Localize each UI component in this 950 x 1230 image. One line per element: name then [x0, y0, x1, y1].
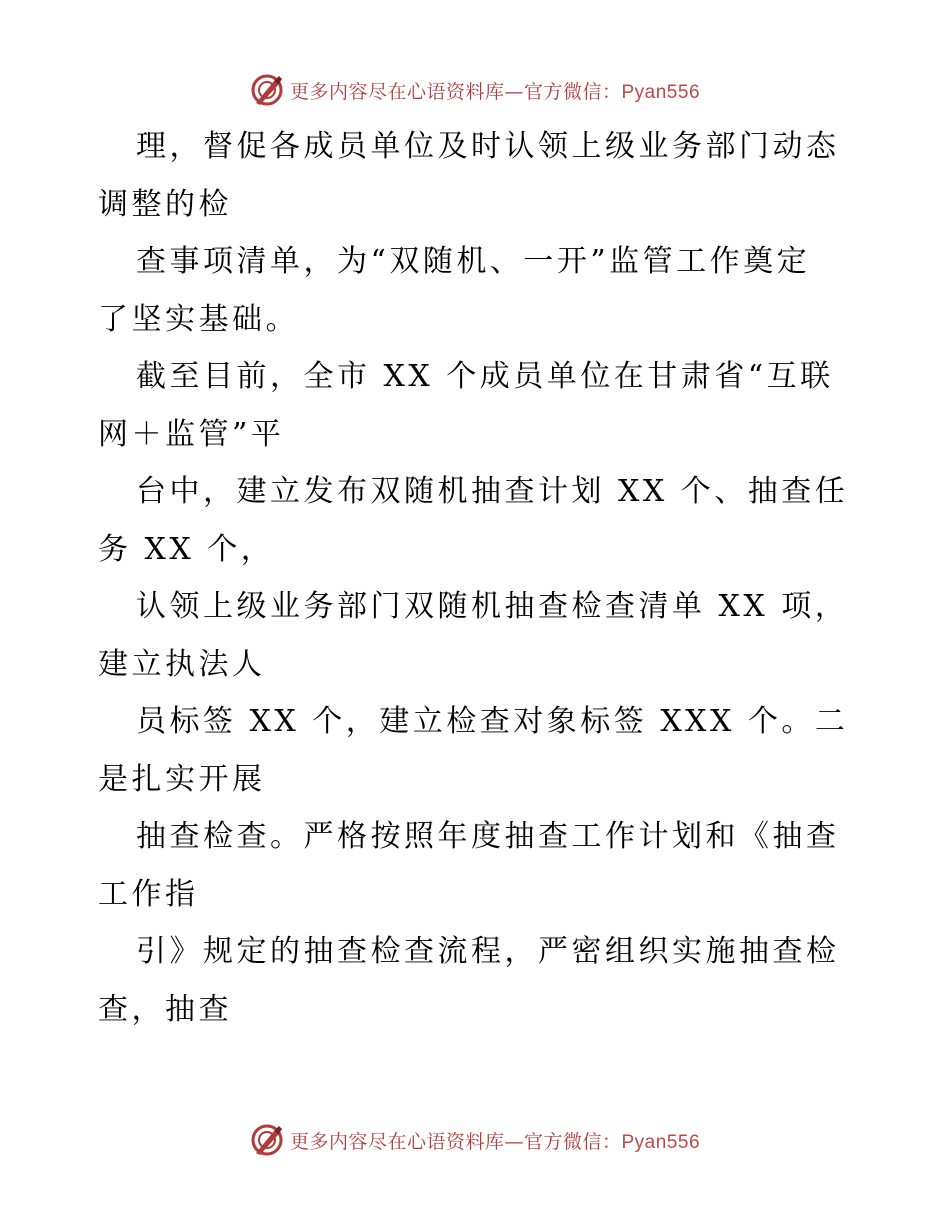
text-line: 查事项清单，为“双随机、一开”监管工作奠定 [136, 244, 811, 279]
text-line: 是扎实开展 [98, 761, 266, 797]
pen-logo-icon [250, 73, 284, 107]
watermark-cn: 更多内容尽在心语资料库 [289, 1130, 505, 1153]
text-line: 引》规定的抽查检查流程，严密组织实施抽查检 [136, 934, 840, 969]
text-line: 工作指 [98, 876, 199, 912]
watermark-label: 官方微信： [523, 80, 622, 103]
text-line: 理，督促各成员单位及时认领上级业务部门动态 [136, 129, 840, 164]
header-watermark [0, 70, 950, 110]
text-line: 建立执法人 [98, 646, 266, 682]
watermark-cn: 更多内容尽在心语资料库 [289, 80, 505, 103]
watermark-id: Pyan556 [621, 81, 701, 103]
watermark-text [290, 77, 700, 104]
text-line: 了坚实基础。 [98, 301, 299, 337]
text-line: 调整的检 [98, 186, 232, 222]
text-line: 抽查检查。严格按照年度抽查工作计划和《抽查 [136, 819, 840, 854]
watermark-label: 官方微信： [523, 1130, 622, 1153]
text-line: 查，抽查 [98, 991, 232, 1027]
text-line: 网＋监管”平 [98, 416, 285, 452]
text-line: 台中，建立发布双随机抽查计划 XX 个、抽查任 [136, 474, 849, 509]
text-line: 截至目前，全市 XX 个成员单位在甘肃省“互联 [136, 359, 834, 394]
text-line: 认领上级业务部门双随机抽查检查清单 XX 项， [136, 589, 849, 624]
watermark-dash: — [504, 80, 524, 103]
watermark-text [290, 1127, 700, 1154]
watermark-dash: — [504, 1130, 524, 1153]
footer-watermark [0, 1120, 950, 1160]
watermark-id: Pyan556 [621, 1131, 701, 1153]
pen-logo-icon [250, 1123, 284, 1157]
text-line: 员标签 XX 个，建立检查对象标签 XXX 个。二 [136, 704, 849, 739]
text-line: 务 XX 个， [98, 531, 275, 567]
document-body [98, 118, 858, 1038]
